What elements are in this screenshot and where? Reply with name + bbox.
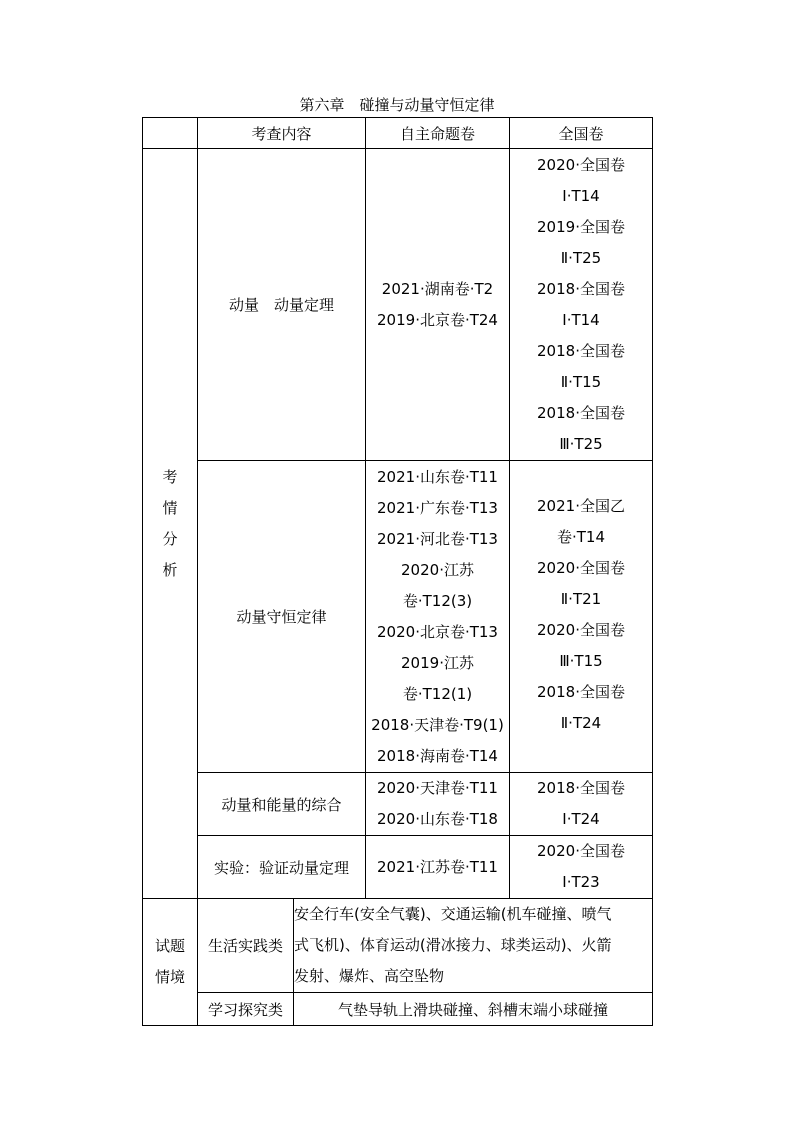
table-row: [143, 461, 653, 773]
self-exam-line: 2020·山东卷·T18: [377, 810, 498, 828]
self-exam-cell: [366, 836, 510, 899]
header-national-exam: 全国卷: [510, 118, 653, 149]
analysis-label-cell: [143, 149, 198, 899]
national-exam-line: 2018·全国卷: [537, 279, 625, 298]
national-exam-line: 2020·全国卷: [537, 842, 625, 860]
context-label-line: 试题: [154, 937, 185, 955]
national-exam-line: 2019·全国卷: [537, 217, 625, 236]
content-cell: [198, 149, 366, 461]
national-exam-cell: [510, 149, 653, 461]
national-exam-cell: [510, 836, 653, 899]
self-exam-line: 2020·江苏: [401, 560, 474, 579]
self-exam-line: 2021·湖南卷·T2: [381, 279, 494, 298]
content-text: 动量守恒定律: [236, 608, 327, 626]
self-exam-cell: [366, 461, 510, 773]
national-exam-line: 2020·全国卷: [537, 155, 625, 174]
self-exam-line: 2021·河北卷·T13: [377, 529, 498, 548]
self-exam-cell: [366, 773, 510, 836]
national-exam-line: 2018·全国卷: [537, 683, 625, 701]
national-exam-line: Ⅲ·T15: [559, 652, 603, 670]
self-exam-line: 2019·江苏: [401, 653, 474, 672]
content-cell: [198, 836, 366, 899]
analysis-label-char: 析: [162, 560, 178, 579]
study-label-cell: [198, 993, 294, 1026]
study-text: 气垫导轨上滑块碰撞、斜槽末端小球碰撞: [337, 1000, 608, 1019]
life-label: 生活实践类: [207, 937, 283, 955]
national-exam-line: 卷·T14: [556, 528, 606, 546]
self-exam-line: 2018·海南卷·T14: [377, 746, 498, 765]
exam-analysis-table: [142, 117, 653, 1026]
national-exam-cell: [510, 773, 653, 836]
table-row: [143, 993, 653, 1026]
life-text-line: 发射、爆炸、高空坠物: [294, 967, 445, 985]
self-exam-line: 2019·北京卷·T24: [377, 310, 498, 329]
national-exam-line: 2021·全国乙: [537, 497, 625, 515]
content-text: 实验：验证动量定理: [213, 858, 349, 877]
national-exam-line: Ⅰ·T14: [562, 310, 600, 329]
life-text-line: 安全行车(安全气囊)、交通运输(机车碰撞、喷气: [294, 905, 612, 923]
national-exam-line: Ⅱ·T25: [560, 248, 602, 267]
life-label-cell: [198, 899, 294, 993]
national-exam-line: Ⅲ·T25: [559, 434, 603, 453]
analysis-label-char: 分: [162, 529, 178, 548]
context-label-cell: [143, 899, 198, 1026]
self-exam-line: 2021·江苏卷·T11: [377, 857, 498, 876]
self-exam-line: 2021·山东卷·T11: [377, 467, 498, 486]
analysis-label-char: 情: [162, 498, 178, 517]
life-text-cell: [294, 899, 653, 993]
content-cell: [198, 773, 366, 836]
table-row: [143, 836, 653, 899]
national-exam-line: 2020·全国卷: [537, 621, 625, 639]
national-exam-line: 2020·全国卷: [537, 559, 625, 577]
analysis-label-char: 考: [162, 467, 178, 486]
header-row: [143, 118, 653, 149]
life-text-line: 式飞机)、体育运动(滑冰接力、球类运动)、火箭: [294, 936, 612, 954]
national-exam-line: Ⅰ·T24: [562, 810, 600, 828]
national-exam-line: 2018·全国卷: [537, 403, 625, 422]
study-label: 学习探究类: [207, 1000, 283, 1019]
page-title: 第六章 碰撞与动量守恒定律: [299, 96, 495, 114]
table-row: [143, 149, 653, 461]
self-exam-line: 卷·T12(3): [402, 591, 473, 610]
content-text: 动量 动量定理: [228, 296, 334, 314]
self-exam-line: 2020·天津卷·T11: [377, 779, 498, 797]
national-exam-line: Ⅱ·T21: [560, 590, 602, 608]
header-self-exam: 自主命题卷: [366, 118, 510, 149]
study-text-cell: [294, 993, 653, 1026]
national-exam-line: Ⅰ·T14: [562, 186, 600, 205]
self-exam-line: 2020·北京卷·T13: [377, 622, 498, 641]
national-exam-line: Ⅱ·T15: [560, 372, 602, 391]
self-exam-line: 2018·天津卷·T9(1): [371, 715, 504, 734]
table-row: [143, 899, 653, 993]
header-empty-cell: [143, 118, 198, 149]
table-row: [143, 773, 653, 836]
content-text: 动量和能量的综合: [221, 795, 342, 814]
self-exam-line: 卷·T12(1): [402, 684, 473, 703]
analysis-label: [143, 462, 197, 586]
national-exam-line: 2018·全国卷: [537, 341, 625, 360]
content-cell: [198, 461, 366, 773]
national-exam-line: Ⅱ·T24: [560, 714, 602, 732]
national-exam-line: Ⅰ·T23: [562, 873, 600, 891]
header-content: 考查内容: [198, 118, 366, 149]
self-exam-cell: [366, 149, 510, 461]
national-exam-line: 2018·全国卷: [537, 779, 625, 797]
national-exam-cell: [510, 461, 653, 773]
context-label-line: 情境: [154, 968, 185, 986]
self-exam-line: 2021·广东卷·T13: [377, 498, 498, 517]
